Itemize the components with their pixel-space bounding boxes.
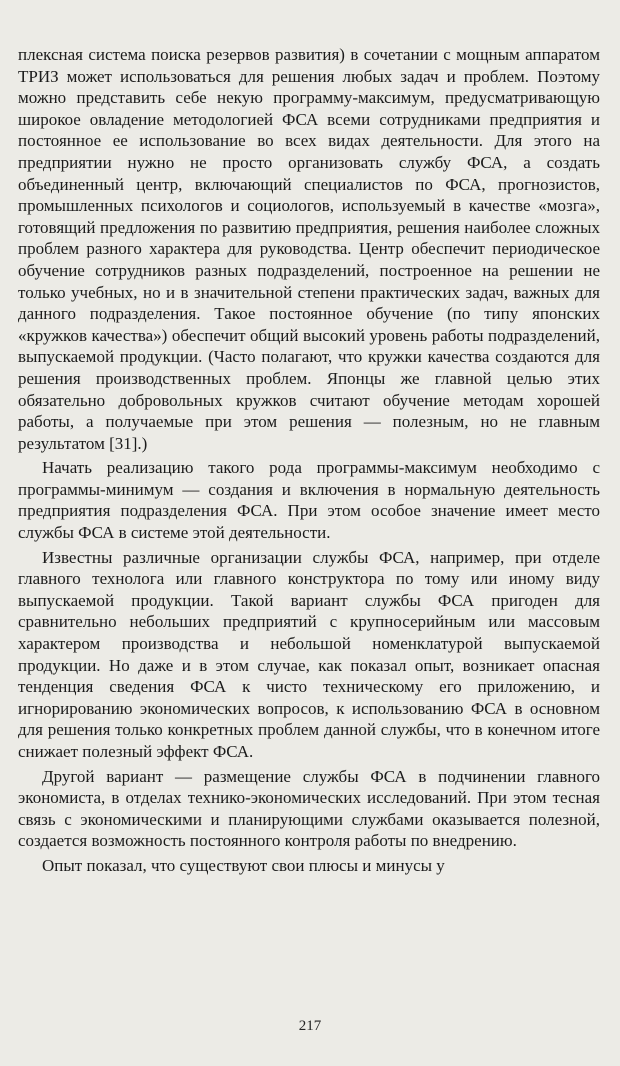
paragraph-4: Другой вариант — размещение службы ФСА в подчинении главного экономиста, в отделах технико-экономических исследований. При этом тесная связь с экономическими и планирующими службами оказывается полезной, создается возможность постоянного контроля работы по внедрению.: [18, 766, 600, 851]
paragraph-3: Известны различные организации службы ФСА, например, при отделе главного технолога или главного конструктора по тому или иному виду выпускаемой продукции. Такой вариант службы ФСА пригоден для сравнительно небольших предприятий с крупносерийным или массовым характером производства и небольшой номенклатурой выпускаемой продукции. Но даже и в этом случае, как показал опыт, возникает опасная тенденция сведения ФСА к чисто техническому его приложению, и игнорированию экономических вопросов, к использованию ФСА в основном для решения только конкретных проблем данной службы, что в конечном итоге снижает полезный эффект ФСА.: [18, 547, 600, 761]
paragraph-2: Начать реализацию такого рода программы-максимум необходимо с программы-минимум — создания и включения в нормальную деятельность предприятия подразделения ФСА. При этом особое значение имеет место службы ФСА в системе этой деятельности.: [18, 458, 600, 543]
paragraph-1: плексная система поиска резервов развития) в сочетании с мощным аппаратом ТРИЗ может использоваться для решения любых задач и проблем. Поэтому можно представить себе некую программу-максимум, предусматривающую широкое овладение методологией ФСА всеми сотрудниками предприятия и постоянное ее использование во всех видах деятельности. Для этого на предприятии нужно не просто организовать службу ФСА, а создать объединенный центр, включающий специалистов по ФСА, прогнозистов, промышленных психологов и социологов, используемый в качестве «мозга», готовящий предложения по развитию предприятия, решения наиболее сложных проблем разного характера для руководства. Центр обеспечит периодическое обучение сотрудников разных подразделений, построенное на решении не только учебных, но и в значительной степени практических задач, важных для данного подразделения. Такое постоянное обучение (по типу японских «кружков качества») обеспечит общий высокий уровень работы подразделений, выпускаемой продукции. (Часто полагают, что кружки качества создаются для решения производственных проблем. Японцы же главной целью этих обязательно добровольных кружков считают обучение методам хорошей работы, а получаемые при этом решения — полезным, но не главным результатом [31].): [18, 45, 600, 453]
page-number: 217: [298, 1018, 322, 1034]
body-text: [18, 44, 600, 880]
paragraph-5: Опыт показал, что существуют свои плюсы и минусы у: [42, 855, 445, 875]
